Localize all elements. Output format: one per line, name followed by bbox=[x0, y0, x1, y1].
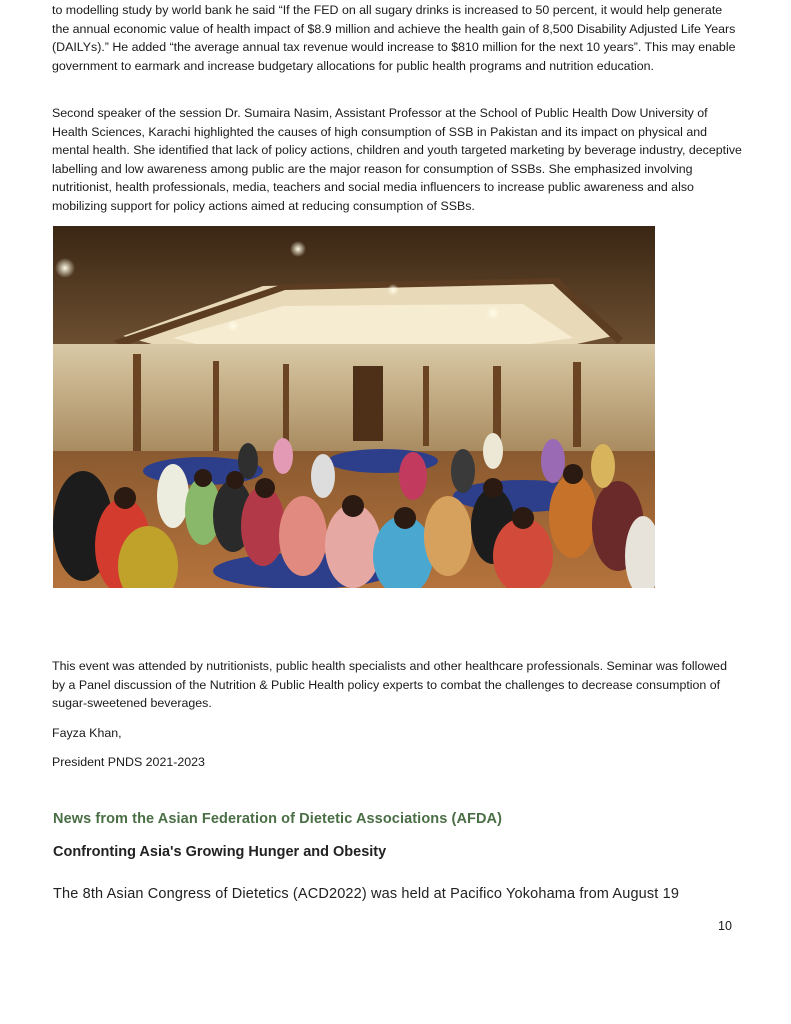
section-heading: News from the Asian Federation of Dietetic Associations (AFDA) bbox=[53, 811, 503, 827]
event-photo bbox=[53, 226, 655, 588]
body-paragraph-3: This event was attended by nutritionists, public health specialists and other healthcare professionals. Seminar was followed by a Panel discussion of the Nutrition & Public Health policy experts to combat the challenges to decrease consumption of sugar-sweetened beverages. bbox=[52, 659, 727, 711]
page-number: 10 bbox=[718, 919, 732, 933]
body-paragraph-2: Second speaker of the session Dr. Sumaira Nasim, Assistant Professor at the School of Public Health Dow University of Health Sciences, Karachi highlighted the causes of high consumption of SSB in Pakistan and its impact on physical and mental health. She identified that lack of policy actions, children and youth targeted marketing by beverage industry, deceptive labelling and low awareness among public are the major reason for consumption of SSBs. She emphasized involving nutritionist, health professionals, media, teachers and social media influencers to increase public awareness and also mobilizing support for policy actions aimed at reducing consumption of SSBs. bbox=[52, 106, 742, 213]
body-paragraph-1: to modelling study by world bank he said “If the FED on all sugary drinks is increased to 50 percent, it would help generate the annual economic value of health impact of $8.9 million and achieve the health gain of 8,500 Disability Adjusted Life Years (DAILYs).” He added “the average annual tax revenue would increase to $810 million for the next 10 years”. This may enable government to earmark and increase budgetary allocations for public health programs and nutrition education. bbox=[52, 3, 736, 73]
article-title: Confronting Asia's Growing Hunger and Obesity bbox=[53, 844, 387, 860]
signature-name: Fayza Khan, bbox=[52, 726, 122, 740]
article-lead-text: The 8th Asian Congress of Dietetics (ACD2022) was held at Pacifico Yokohama from August 19 bbox=[53, 886, 680, 902]
signature-role: President PNDS 2021-2023 bbox=[52, 755, 205, 769]
